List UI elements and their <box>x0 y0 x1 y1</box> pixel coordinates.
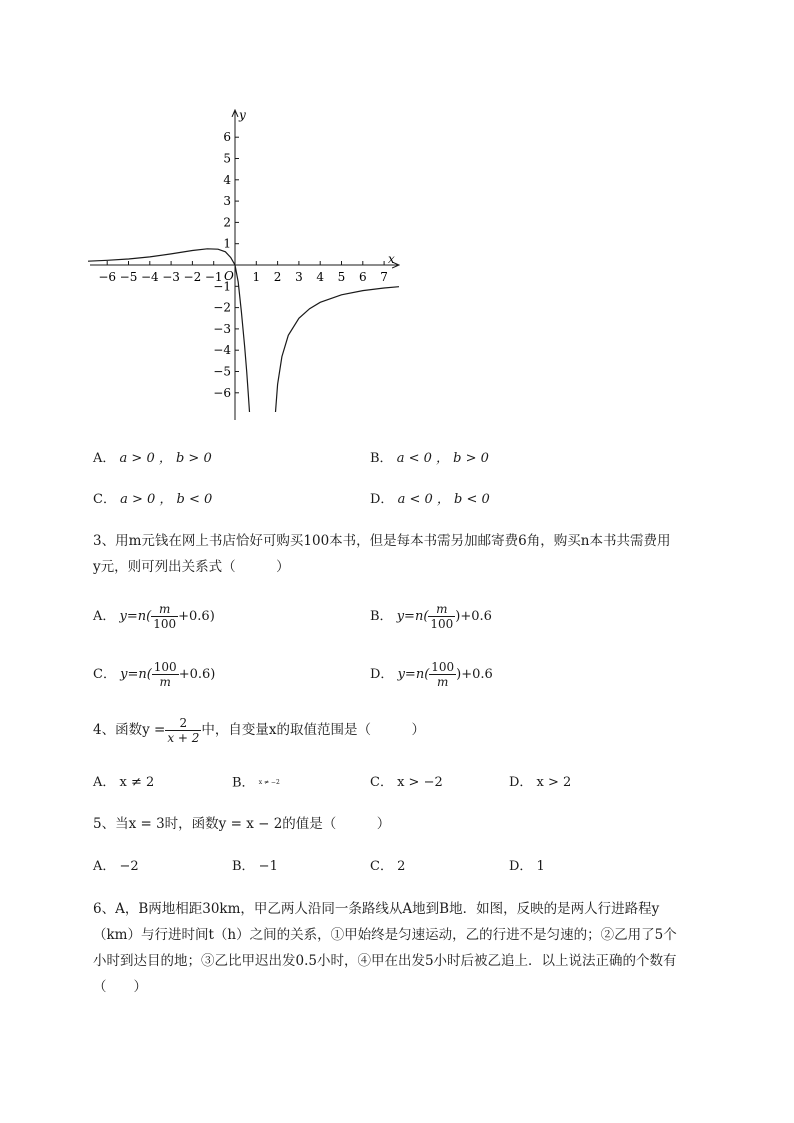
option-letter: C． <box>93 492 116 507</box>
y-tick-label: −3 <box>213 321 231 336</box>
option-letter: B． <box>232 775 255 791</box>
x-tick-label: 5 <box>337 270 346 284</box>
option-text: D． x > 2 <box>509 775 572 790</box>
option-letter: B． <box>370 609 393 624</box>
numerator: 100 <box>153 660 177 674</box>
q4-stem <box>93 716 425 745</box>
numerator: m <box>428 602 455 617</box>
q5-option-d[interactable] <box>509 858 545 876</box>
option-letter: A． <box>93 451 116 466</box>
option-letter: A． <box>93 609 116 624</box>
x-tick-label: 6 <box>358 270 367 284</box>
q4-stem-prefix: 4、函数y = <box>93 722 166 738</box>
fraction <box>165 716 201 745</box>
denominator: 100 <box>153 617 177 631</box>
x-tick-label: 7 <box>380 270 388 284</box>
option-text: a < 0 ， b < 0 <box>397 492 490 507</box>
numerator: 100 <box>431 660 455 674</box>
fraction <box>429 660 456 689</box>
x-tick-label: 2 <box>273 270 282 284</box>
y-tick-label: −6 <box>213 385 231 400</box>
q4-option-b[interactable] <box>232 774 280 793</box>
formula-suffix: )+0.6 <box>455 609 492 624</box>
x-tick-label: 1 <box>252 270 261 284</box>
q3-option-d[interactable] <box>370 660 493 689</box>
option-text: C． 2 <box>370 859 406 874</box>
q3-stem-line-1: 3、用m元钱在网上书店恰好可购买100本书，但是每本书需另加邮寄费6角，购买n本书共需费用 <box>93 533 671 549</box>
q3-option-a[interactable] <box>93 602 215 631</box>
formula-suffix: )+0.6 <box>456 667 493 682</box>
fraction <box>428 602 455 631</box>
option-text: A． x ≠ 2 <box>93 775 155 790</box>
x-tick-label: −2 <box>183 270 202 284</box>
denominator: x + 2 <box>167 731 200 745</box>
option-text: a > 0 ， b > 0 <box>119 451 212 466</box>
y-tick-label: 1 <box>223 236 231 251</box>
numerator: 2 <box>165 716 201 731</box>
denominator: m <box>159 675 171 689</box>
y-tick-label: −4 <box>213 343 231 358</box>
option-text: a > 0 ， b < 0 <box>120 492 213 507</box>
q3-option-b[interactable] <box>370 602 492 631</box>
q4-option-d[interactable] <box>509 774 571 792</box>
option-text: C． x > −2 <box>370 775 443 790</box>
y-tick-label: −1 <box>213 279 231 294</box>
q6-stem-line-2: （km）与行进时间t（h）之间的关系，①甲始终是匀速运动，乙的行进不是匀速的；②乙用了5个 <box>93 927 677 943</box>
fraction <box>151 602 178 631</box>
x-tick-label: −4 <box>140 270 159 284</box>
fraction <box>152 660 179 689</box>
formula-suffix: +0.6) <box>178 667 216 682</box>
x-tick-label: −1 <box>204 270 223 284</box>
q4-option-c[interactable] <box>370 774 443 792</box>
y-tick-label: 4 <box>223 172 231 187</box>
q2-option-a[interactable] <box>93 450 212 468</box>
formula-prefix: y=n( <box>396 609 429 624</box>
q6-stem-line-4: （ ） <box>93 979 147 995</box>
y-tick-label: 3 <box>223 194 231 209</box>
curve-right-branch <box>276 287 400 412</box>
x-tick-label: −5 <box>119 270 138 284</box>
denominator: 100 <box>430 617 454 631</box>
origin-label: O <box>224 269 234 283</box>
q6-stem-line-1: 6、A，B两地相距30km，甲乙两人沿同一条路线从A地到B地．如图，反映的是两人行进路程y <box>93 901 660 917</box>
q3-stem <box>93 528 753 580</box>
y-tick-label: 6 <box>223 130 231 145</box>
formula-prefix: y=n( <box>120 667 152 682</box>
formula-prefix: y=n( <box>397 667 430 682</box>
y-tick-label: −5 <box>213 364 231 379</box>
option-letter: D． <box>370 492 394 507</box>
q3-stem-line-2: y元，则可列出关系式（ ） <box>93 559 290 575</box>
y-tick-label: 2 <box>223 215 231 230</box>
option-letter: C． <box>93 667 116 682</box>
x-axis-label: x <box>388 252 395 266</box>
option-text: a < 0 ， b > 0 <box>396 451 489 466</box>
x-tick-label: 3 <box>295 270 303 284</box>
q4-stem-suffix: 中，自变量x的取值范围是（ ） <box>201 722 426 738</box>
option-text: x ≠ −2 <box>258 779 280 786</box>
numerator: m <box>151 602 178 617</box>
q5-option-a[interactable] <box>93 858 139 876</box>
q5-option-c[interactable] <box>370 858 405 876</box>
function-graph <box>88 105 408 425</box>
x-tick-label: −3 <box>162 270 180 284</box>
x-tick-label: 4 <box>316 270 325 284</box>
y-tick-label: −2 <box>213 300 231 315</box>
q2-option-d[interactable] <box>370 491 490 509</box>
option-letter: B． <box>370 451 393 466</box>
denominator: m <box>437 675 449 689</box>
q2-option-c[interactable] <box>93 491 212 509</box>
q5-option-b[interactable] <box>232 858 278 876</box>
y-axis-label: y <box>239 108 246 122</box>
formula-suffix: +0.6) <box>178 609 215 624</box>
q6-stem <box>93 896 773 1000</box>
q4-option-a[interactable] <box>93 774 154 792</box>
option-letter: D． <box>370 667 394 682</box>
q5-stem: 5、当x = 3时，函数y = x − 2的值是（ ） <box>93 816 391 832</box>
q2-option-b[interactable] <box>370 450 489 468</box>
option-text: D． 1 <box>509 859 545 874</box>
q3-option-c[interactable] <box>93 660 215 689</box>
y-tick-label: 5 <box>223 151 231 166</box>
option-text: A． −2 <box>93 859 139 874</box>
formula-prefix: y=n( <box>119 609 152 624</box>
x-tick-label: −6 <box>98 270 117 284</box>
q6-stem-line-3: 小时到达目的地；③乙比甲迟出发0.5小时，④甲在出发5小时后被乙追上．以上说法正确的个数有 <box>93 953 677 969</box>
option-text: B． −1 <box>232 859 278 874</box>
